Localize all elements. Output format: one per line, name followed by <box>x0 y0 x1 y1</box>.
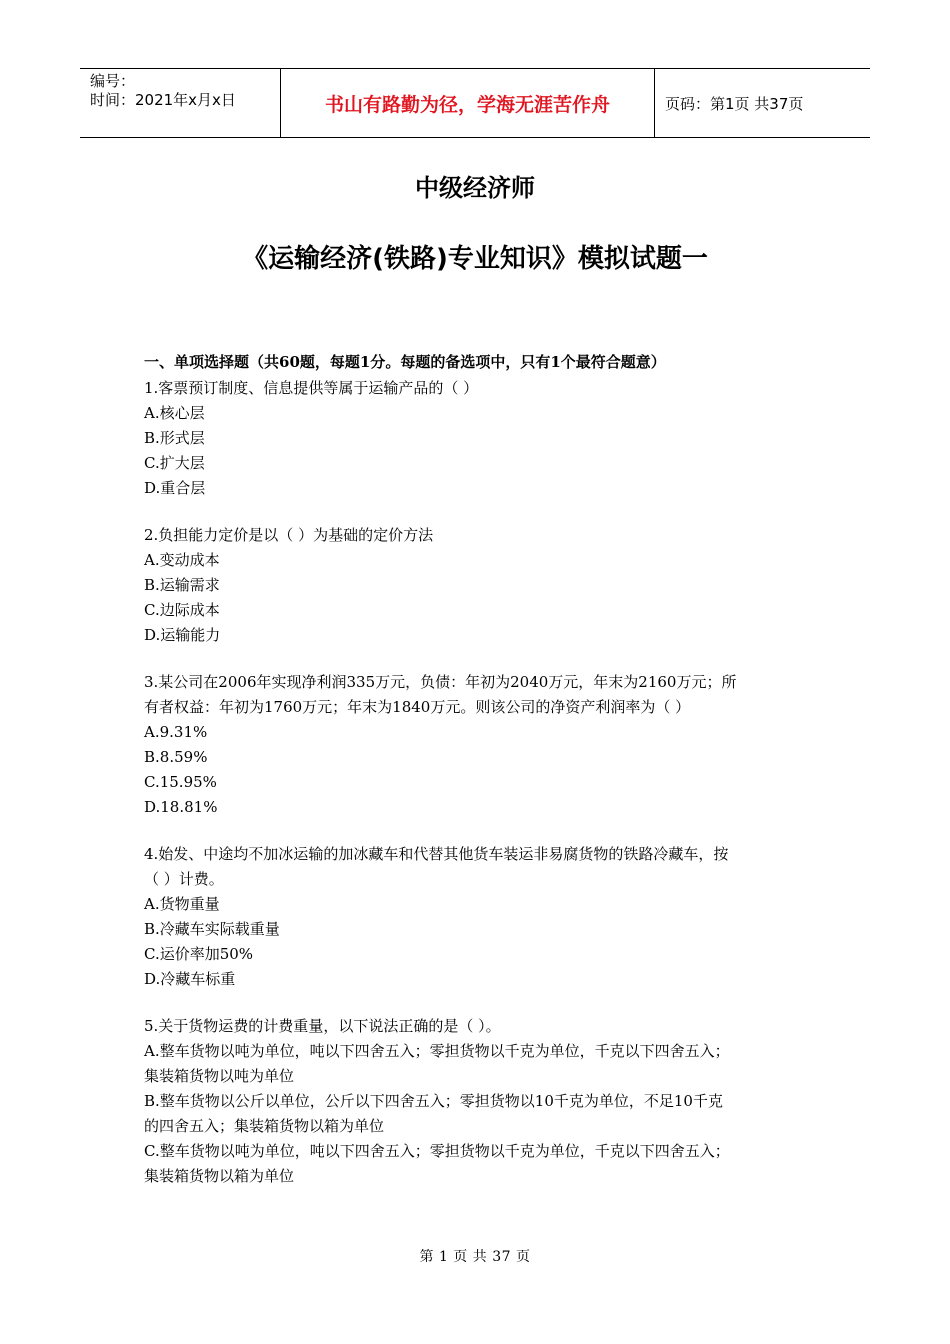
question-block <box>144 376 804 501</box>
answer-option: B.运输需求 <box>144 576 220 594</box>
answer-option: D.重合层 <box>144 479 206 497</box>
header-motto: 书山有路勤为径，学海无涯苦作舟 <box>281 69 655 137</box>
answer-option: 集装箱货物以箱为单位 <box>144 1167 295 1185</box>
question-list <box>144 376 804 1189</box>
page-footer: 第 1 页 共 37 页 <box>419 1249 531 1265</box>
question-stem: 3.某公司在2006年实现净利润335万元，负债：年初为2040万元，年末为2160万元；所 <box>144 673 737 691</box>
question-block <box>144 1014 804 1189</box>
question-stem: （ ）计费。 <box>144 870 224 888</box>
answer-option: B.整车货物以公斤以单位，公斤以下四舍五入；零担货物以10千克为单位，不足10千克 <box>144 1092 723 1110</box>
answer-option: B.8.59% <box>144 748 208 766</box>
document-header <box>80 68 870 138</box>
answer-option: C.运价率加50% <box>144 945 254 963</box>
question-stem: 5.关于货物运费的计费重量，以下说法正确的是（ ）。 <box>144 1017 501 1035</box>
answer-option: A.整车货物以吨为单位，吨以下四舍五入；零担货物以千克为单位，千克以下四舍五入； <box>144 1042 730 1060</box>
answer-option: B.形式层 <box>144 429 205 447</box>
question-stem: 1.客票预订制度、信息提供等属于运输产品的（ ） <box>144 379 479 397</box>
answer-option: C.边际成本 <box>144 601 220 619</box>
answer-option: 集装箱货物以吨为单位 <box>144 1067 295 1085</box>
exam-content <box>144 350 804 1211</box>
header-page-info: 页码：第1页 共37页 <box>665 94 804 113</box>
question-stem: 2.负担能力定价是以（ ）为基础的定价方法 <box>144 526 434 544</box>
section-heading: 一、单项选择题（共60题，每题1分。每题的备选项中，只有1个最符合题意） <box>144 353 666 371</box>
document-title: 中级经济师 <box>415 174 535 202</box>
document-subtitle: 《运输经济(铁路)专业知识》模拟试题一 <box>242 244 708 274</box>
question-block <box>144 842 804 992</box>
header-meta <box>80 69 281 137</box>
answer-option: C.扩大层 <box>144 454 205 472</box>
question-stem: 有者权益：年初为1760万元；年末为1840万元。则该公司的净资产利润率为（ ） <box>144 698 691 716</box>
answer-option: D.冷藏车标重 <box>144 970 236 988</box>
answer-option: B.冷藏车实际载重量 <box>144 920 280 938</box>
answer-option: C.整车货物以吨为单位，吨以下四舍五入；零担货物以千克为单位，千克以下四舍五入； <box>144 1142 730 1160</box>
question-stem: 4.始发、中途均不加冰运输的加冰藏车和代替其他货车装运非易腐货物的铁路冷藏车，按 <box>144 845 729 863</box>
number-label: 编号： <box>90 72 136 90</box>
answer-option: C.15.95% <box>144 773 217 791</box>
answer-option: A.变动成本 <box>144 551 220 569</box>
answer-option: A.9.31% <box>144 723 208 741</box>
answer-option: 的四舍五入；集装箱货物以箱为单位 <box>144 1117 385 1135</box>
question-block <box>144 523 804 648</box>
answer-option: A.核心层 <box>144 404 205 422</box>
answer-option: D.18.81% <box>144 798 218 816</box>
question-block <box>144 670 804 820</box>
answer-option: A.货物重量 <box>144 895 220 913</box>
time-label: 时间：2021年x月x日 <box>90 91 236 109</box>
answer-option: D.运输能力 <box>144 626 221 644</box>
